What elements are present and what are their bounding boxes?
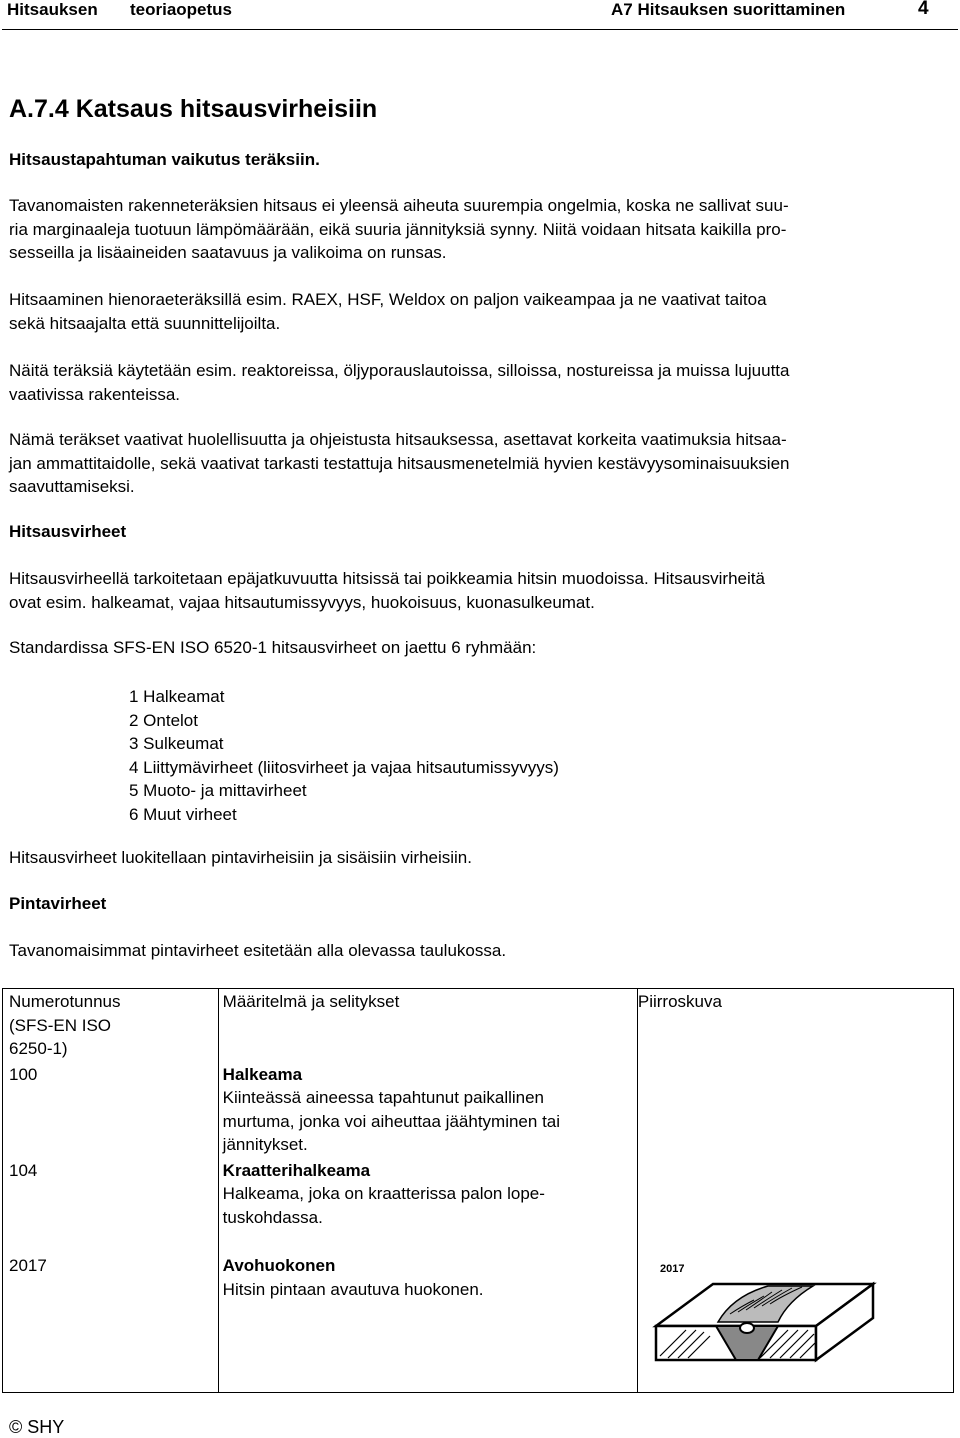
row-spacer (223, 1229, 624, 1252)
header-rule (2, 29, 958, 30)
paragraph-5-line: Hitsausvirheellä tarkoitetaan epäjatkuvuutta hitsissä tai poikkeamia hitsin muodoissa. Hitsausvirheitä (9, 569, 765, 588)
paragraph-1-line: sesseilla ja lisäaineiden saatavuus ja valikoima on runsas. (9, 243, 447, 262)
paragraph-8: Tavanomaisimmat pintavirheet esitetään alla olevassa taulukossa. (9, 941, 507, 960)
row-description-line: tuskohdassa. (222, 1207, 323, 1227)
footer-copyright: © SHY (9, 1417, 65, 1437)
header-right: A7 Hitsauksen suorittaminen (611, 0, 846, 19)
header-page-number: 4 (918, 0, 929, 19)
row-description-line: jännitykset. (222, 1135, 308, 1154)
paragraph-4-line: saavuttamiseksi. (9, 477, 135, 496)
row-description-line: murtuma, jonka voi aiheuttaa jäähtyminen tai (222, 1111, 561, 1131)
defect-groups-list (129, 685, 559, 826)
row-definition (216, 1061, 631, 1157)
paragraph-5 (9, 567, 944, 614)
paragraph-1-line: Tavanomaisten rakenneteräksien hitsaus ei yleensä aiheuta suurempia ongelmia, koska ne sallivat suu- (9, 196, 789, 215)
row-description-line: Kiinteässä aineessa tapahtunut paikallinen (222, 1088, 545, 1107)
row-code: 2017 (9, 1256, 47, 1275)
list-item: 1 Halkeamat (129, 687, 225, 706)
table-header-drawing: Piirroskuva (637, 992, 722, 1011)
paragraph-2-line: sekä hitsaajalta että suunnittelijoilta. (9, 313, 281, 333)
paragraph-6: Standardissa SFS-EN ISO 6520-1 hitsausvirheet on jaettu 6 ryhmään: (9, 638, 537, 657)
surface-defects-table (2, 988, 954, 1378)
row-defect-name: Halkeama (222, 1064, 303, 1084)
list-item: 2 Ontelot (129, 710, 198, 730)
row-description-line: Halkeama, joka on kraatterissa palon lope- (222, 1184, 545, 1203)
paragraph-3-line: vaativissa rakenteissa. (9, 384, 181, 404)
list-item: 3 Sulkeumat (129, 734, 224, 753)
page-title: A.7.4 Katsaus hitsausvirheisiin (9, 95, 378, 123)
row-defect-name: Kraatterihalkeama (222, 1160, 371, 1180)
paragraph-1-line: ria marginaaleja tuotuun lämpömäärään, eikä suuria jännityksiä synny. Niitä voidaan hitsata kaikilla pro- (9, 219, 787, 239)
table-column-divider (218, 988, 219, 1393)
row-definition (216, 1252, 631, 1378)
row-definition (216, 1157, 631, 1253)
drawing-label: 2017 (659, 1263, 685, 1275)
list-item: 5 Muoto- ja mittavirheet (129, 781, 307, 800)
heading-surface-defects: Pintavirheet (9, 894, 107, 913)
paragraph-3-line: Näitä teräksiä käytetään esim. reaktoreissa, öljyporauslautoissa, silloissa, nostureissa ja muissa lujuutta (9, 361, 790, 380)
row-defect-name: Avohuokonen (222, 1256, 336, 1275)
paragraph-2-line: Hitsaaminen hienoraeteräksillä esim. RAEX, HSF, Weldox on paljon vaikeampaa ja ne vaativat taitoa (9, 290, 767, 309)
table-row (2, 1157, 954, 1253)
table-row (2, 1252, 954, 1378)
row-drawing (631, 1157, 954, 1253)
paragraph-2 (9, 288, 944, 335)
table-column-divider (637, 988, 638, 1393)
table-header-code (2, 988, 216, 1061)
section-subtitle: Hitsaustapahtuman vaikutus teräksiin. (9, 150, 320, 169)
list-item: 4 Liittymävirheet (liitosvirheet ja vajaa hitsautumissyvyys) (129, 757, 559, 777)
table-row (2, 1061, 954, 1157)
row-drawing (631, 1061, 954, 1157)
paragraph-1 (9, 194, 944, 265)
heading-defects: Hitsausvirheet (9, 522, 127, 541)
paragraph-7: Hitsausvirheet luokitellaan pintavirheisiin ja sisäisiin virheisiin. (9, 848, 472, 867)
row-code: 104 (9, 1160, 38, 1180)
weld-pore-drawing (638, 1256, 888, 1371)
paragraph-3 (9, 359, 944, 406)
paragraph-5-line: ovat esim. halkeamat, vajaa hitsautumissyvyys, huokoisuus, kuonasulkeumat. (9, 592, 595, 612)
header-left-2: teoriaopetus (130, 0, 233, 19)
header-code-line: (SFS-EN ISO (9, 1015, 112, 1035)
row-code: 100 (9, 1064, 38, 1084)
paragraph-4 (9, 428, 944, 499)
row-description-line: Hitsin pintaan avautuva huokonen. (222, 1279, 484, 1299)
list-item: 6 Muut virheet (129, 804, 237, 824)
table-header-definition: Määritelmä ja selitykset (222, 992, 400, 1011)
paragraph-4-line: jan ammattitaidolle, sekä vaativat tarkasti testattuja hitsausmenetelmiä hyvien kestävyysominaisuuksien (9, 453, 790, 473)
header-code-line: 6250-1) (9, 1039, 68, 1058)
paragraph-4-line: Nämä teräkset vaativat huolellisuutta ja ohjeistusta hitsauksessa, asettavat korkeita vaatimuksia hitsaa- (9, 430, 787, 449)
header-left-1: Hitsauksen (7, 0, 98, 19)
header-code-line: Numerotunnus (9, 992, 121, 1011)
row-drawing (631, 1252, 954, 1378)
table-header-row (2, 988, 954, 1061)
